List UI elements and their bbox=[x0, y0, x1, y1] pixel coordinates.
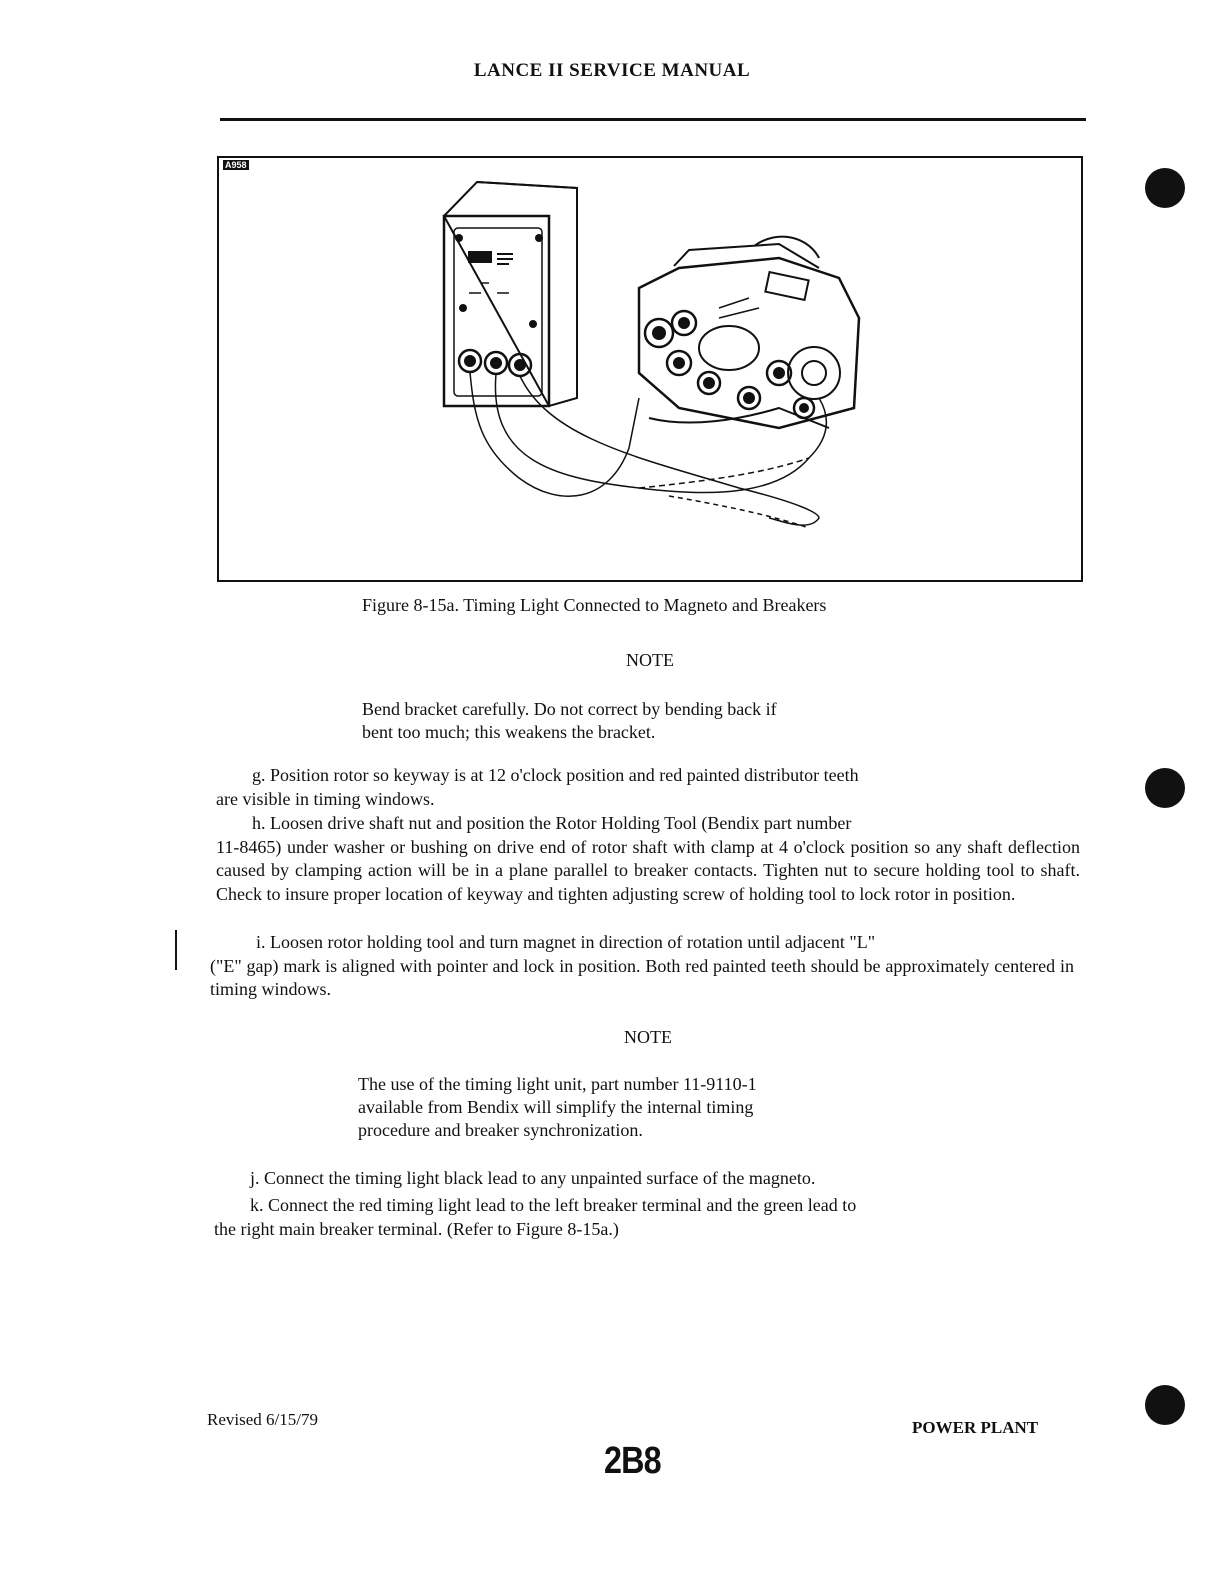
step-j bbox=[214, 1167, 1078, 1191]
note-line: bent too much; this weakens the bracket. bbox=[362, 722, 656, 742]
page-number: 2B8 bbox=[604, 1440, 661, 1482]
revision-bar bbox=[175, 930, 177, 970]
binder-hole bbox=[1145, 168, 1185, 208]
header-rule bbox=[220, 118, 1086, 121]
note-line: Bend bracket carefully. Do not correct by bending back if bbox=[362, 699, 777, 719]
step-h-continuation: 11-8465) under washer or bushing on drive end of rotor shaft with clamp at 4 o'clock position so any shaft deflection caused by clamping action will be in a plane parallel to breaker contacts. Tighten nut to secure holding tool to shaft. Check to insure proper location of keyway and tighten adjusting screw of holding tool to lock rotor in position. bbox=[216, 836, 1080, 904]
note-heading-2: NOTE bbox=[624, 1027, 672, 1047]
magneto-assembly bbox=[639, 237, 859, 428]
binder-hole bbox=[1145, 768, 1185, 808]
section-name: POWER PLANT bbox=[912, 1418, 1039, 1437]
step-k bbox=[214, 1194, 1078, 1241]
timing-light-illustration bbox=[219, 158, 1081, 580]
step-i bbox=[210, 931, 1074, 1002]
step-k-first-line: k. Connect the red timing light lead to the left breaker terminal and the green lead to bbox=[250, 1195, 857, 1215]
figure-frame bbox=[217, 156, 1083, 582]
timing-light-box bbox=[444, 182, 577, 406]
note-body-2 bbox=[358, 1073, 938, 1142]
step-g-continuation: are visible in timing windows. bbox=[216, 788, 435, 809]
note-line: procedure and breaker synchronization. bbox=[358, 1120, 643, 1140]
note-line: available from Bendix will simplify the internal timing bbox=[358, 1097, 754, 1117]
step-k-continuation: the right main breaker terminal. (Refer to Figure 8-15a.) bbox=[214, 1218, 619, 1239]
step-h-first-line: h. Loosen drive shaft nut and position the Rotor Holding Tool (Bendix part number bbox=[252, 813, 852, 833]
step-g-first-line: g. Position rotor so keyway is at 12 o'clock position and red painted distributor teeth bbox=[252, 765, 859, 785]
step-h bbox=[216, 812, 1080, 906]
note-line: The use of the timing light unit, part number 11-9110-1 bbox=[358, 1074, 757, 1094]
figure-caption: Figure 8-15a. Timing Light Connected to Magneto and Breakers bbox=[362, 595, 827, 615]
step-j-first-line: j. Connect the timing light black lead to any unpainted surface of the magneto. bbox=[250, 1168, 816, 1188]
note-body bbox=[362, 698, 942, 744]
binder-hole bbox=[1145, 1385, 1185, 1425]
note-heading: NOTE bbox=[626, 650, 674, 670]
step-i-first-line: i. Loosen rotor holding tool and turn magnet in direction of rotation until adjacent "L" bbox=[256, 932, 876, 952]
revision-date: Revised 6/15/79 bbox=[207, 1410, 318, 1429]
step-i-continuation: ("E" gap) mark is aligned with pointer and lock in position. Both red painted teeth should be approximately centered in timing windows. bbox=[210, 955, 1074, 999]
figure-tag: A958 bbox=[225, 160, 247, 170]
step-g bbox=[216, 764, 1080, 811]
page-header-title: LANCE II SERVICE MANUAL bbox=[473, 60, 751, 81]
